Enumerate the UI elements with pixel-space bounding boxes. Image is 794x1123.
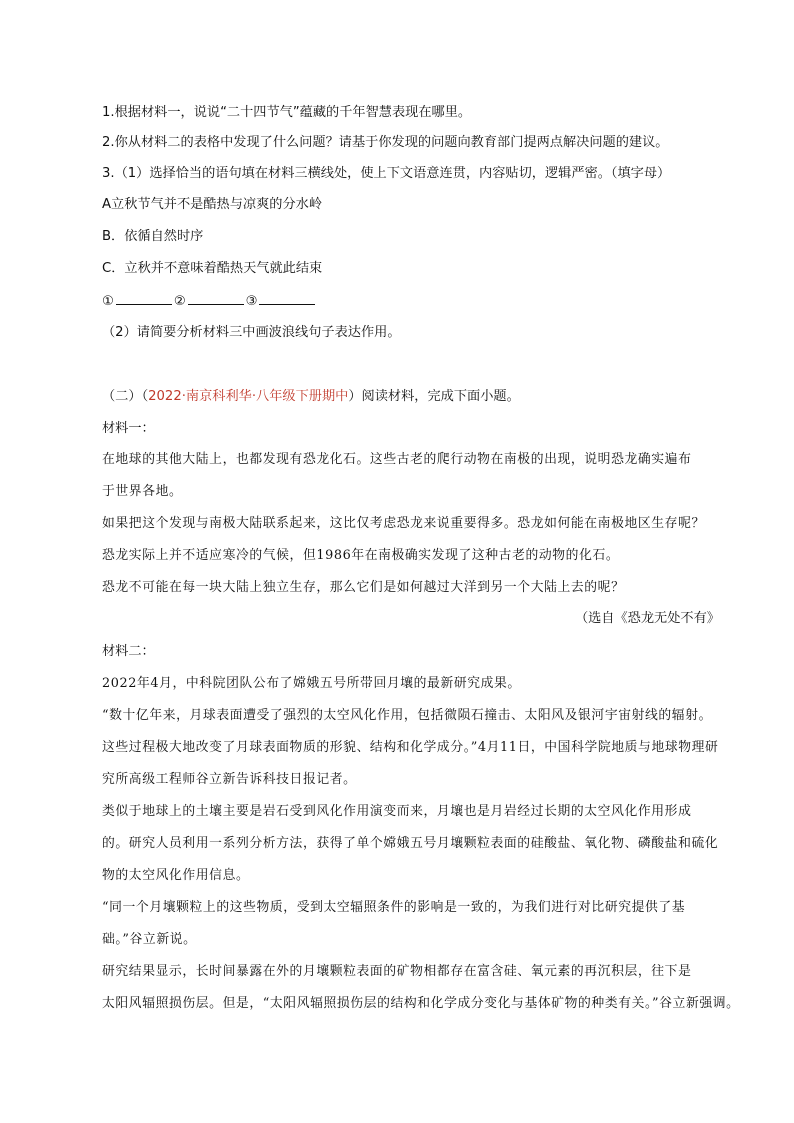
material-2-line: 究所高级工程师谷立新告诉科技日报记者。 xyxy=(102,772,357,787)
option-b: B．依循自然时序 xyxy=(102,229,204,244)
option-a: A立秋节气并不是酷热与凉爽的分水岭 xyxy=(102,197,323,212)
question-2: 2.你从材料二的表格中发现了什么问题？请基于你发现的问题向教育部门提两点解决问题的建议。 xyxy=(102,135,669,150)
material-2-line: 础。”谷立新说。 xyxy=(102,932,197,947)
material-1-line: 在地球的其他大陆上，也都发现有恐龙化石。这些古老的爬行动物在南极的出现，说明恐龙确实遍布 xyxy=(102,452,692,467)
material-1-citation: （选自《恐龙无处不有》 xyxy=(574,611,720,626)
material-2-line: 太阳风辐照损伤层。但是，“太阳风辐照损伤层的结构和化学成分变化与基体矿物的种类有关。”谷立新强调。 xyxy=(102,996,740,1011)
material-1-line: 恐龙不可能在每一块大陆上独立生存，那么它们是如何越过大洋到另一个大陆上去的呢？ xyxy=(102,580,625,595)
material-1-line: 如果把这个发现与南极大陆联系起来，这比仅考虑恐龙来说重要得多。恐龙如何能在南极地区生存呢？ xyxy=(102,516,705,531)
section-2-heading xyxy=(102,388,520,406)
blank-3-line[interactable] xyxy=(259,292,315,305)
material-2-line: 这些过程极大地改变了月球表面物质的形貌、结构和化学成分。”4月11日，中国科学院地质与地球物理研 xyxy=(102,740,719,755)
material-2-heading: 材料二： xyxy=(102,644,155,659)
material-2-line: 的。研究人员利用一系列分析方法，获得了单个嫦娥五号月壤颗粒表面的硅酸盐、氧化物、磷酸盐和硫化 xyxy=(102,836,719,851)
blank-1-label: ① xyxy=(102,294,114,309)
section-2-prefix: （二）（ xyxy=(102,389,149,404)
question-1: 1.根据材料一，说说“二十四节气”蕴藏的千年智慧表现在哪里。 xyxy=(102,105,472,120)
answer-blanks xyxy=(102,292,317,311)
material-2-line: 2022年4月，中科院团队公布了嫦娥五号所带回月壤的最新研究成果。 xyxy=(102,676,521,691)
question-3-1: 3.（1）选择恰当的语句填在材料三横线处，使上下文语意连贯，内容贴切，逻辑严密。（填字母） xyxy=(102,166,671,181)
material-2-line: “同一个月壤颗粒上的这些物质，受到太空辐照条件的影响是一致的，为我们进行对比研究提供了基 xyxy=(102,900,686,915)
material-2-line: 研究结果显示，长时间暴露在外的月壤颗粒表面的矿物相都存在富含硅、氧元素的再沉积层，往下是 xyxy=(102,964,692,979)
material-1-line: 于世界各地。 xyxy=(102,484,183,499)
blank-3-label: ③ xyxy=(245,294,258,309)
option-c: C．立秋并不意味着酷热天气就此结束 xyxy=(102,261,323,276)
section-2-source: 2022·南京科利华·八年级下册期中 xyxy=(148,389,349,404)
blank-2-line[interactable] xyxy=(188,292,244,305)
section-2-suffix: ）阅读材料，完成下面小题。 xyxy=(348,389,520,404)
material-2-line: 物的太空风化作用信息。 xyxy=(102,868,250,883)
material-2-line: 类似于地球上的土壤主要是岩石受到风化作用演变而来，月壤也是月岩经过长期的太空风化作用形成 xyxy=(102,804,692,819)
blank-1-line[interactable] xyxy=(116,292,172,305)
material-2-line: “数十亿年来，月球表面遭受了强烈的太空风化作用，包括微陨石撞击、太阳风及银河宇宙射线的辐射。 xyxy=(102,708,713,723)
material-1-line: 恐龙实际上并不适应寒冷的气候，但1986年在南极确实发现了这种古老的动物的化石。 xyxy=(102,548,620,563)
blank-2-label: ② xyxy=(173,294,186,309)
material-1-heading: 材料一： xyxy=(102,421,155,436)
question-3-2: （2）请简要分析材料三中画波浪线句子表达作用。 xyxy=(102,325,401,340)
